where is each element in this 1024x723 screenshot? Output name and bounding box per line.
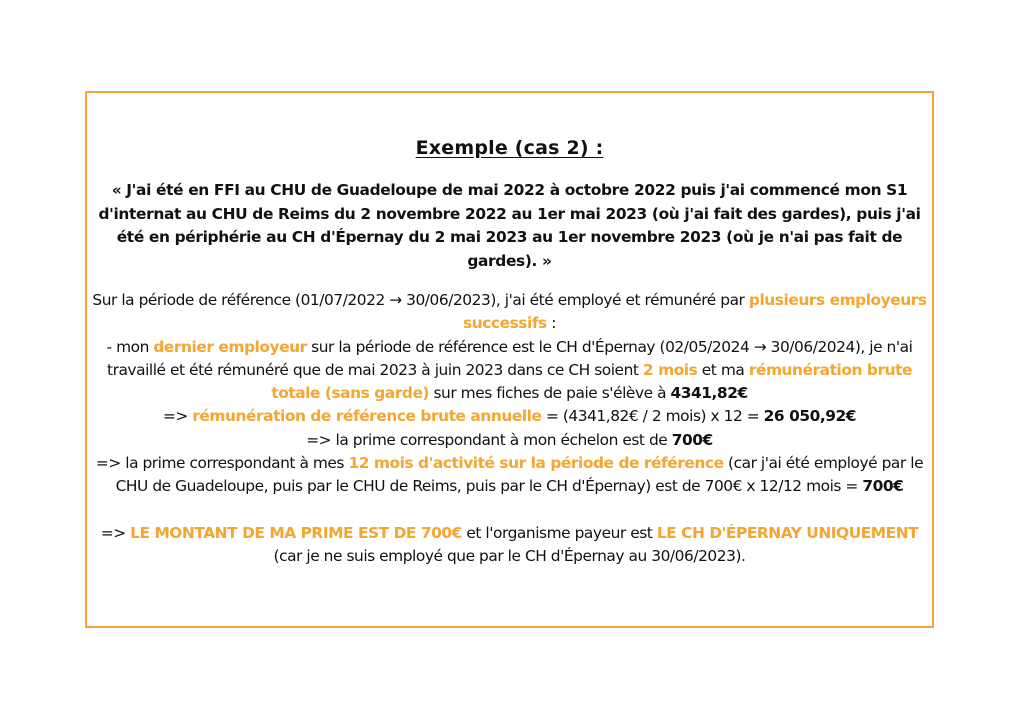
highlight-activity-months: 12 mois d'activité sur la période de référence: [348, 454, 724, 473]
echelon-bonus-amount: 700€: [671, 430, 713, 449]
text: sur la période de référence est le CH d'Épernay (02/05/2024 → 30/06/2024), je n'ai travaillé et été rémunéré que de mai 2023 à juin 2023 dans ce CH soient: [106, 337, 913, 379]
echelon-bonus-paragraph: [89, 429, 930, 452]
quote-text: « J'ai été en FFI au CHU de Guadeloupe de mai 2022 à octobre 2022 puis j'ai commencé mon S1 d'internat au CHU de Reims du 2 novembre 2022 au 1er mai 2023 (où j'ai fait des gardes), puis j'ai été en périphérie au CH d'Épernay du 2 mai 2023 au 1er novembre 2023 (où je n'ai pas fait de gardes). »: [98, 181, 921, 270]
last-employer-paragraph: [89, 336, 930, 406]
activity-bonus-paragraph: [89, 452, 930, 499]
text: - mon: [106, 337, 154, 356]
example-title: Exemple (cas 2) :: [415, 137, 604, 159]
text: => la prime correspondant à mon échelon est de: [306, 430, 672, 449]
reference-period-paragraph: [89, 289, 930, 336]
gross-total-amount: 4341,82€: [670, 384, 748, 403]
text: et ma: [697, 360, 749, 379]
highlight-multiple-employers: plusieurs employeurs successifs: [463, 291, 927, 333]
text: => la prime correspondant à mes: [95, 454, 349, 473]
highlight-bonus-amount: LE MONTANT DE MA PRIME EST DE 700€: [130, 523, 462, 542]
text: = (4341,82€ / 2 mois) x 12 =: [541, 407, 764, 426]
text: (car je ne suis employé que par le CH d'Épernay au 30/06/2023).: [273, 546, 746, 565]
annual-reference-paragraph: [89, 405, 930, 428]
text: (car j'ai été employé par le CHU de Guadeloupe, puis par le CHU de Reims, puis par le CH d'Épernay) est de 700€ x 12/12 mois =: [115, 454, 924, 496]
highlight-gross-pay: rémunération brute totale (sans garde): [271, 360, 912, 403]
text: et l'organisme payeur est: [461, 523, 657, 542]
example-box: [85, 91, 934, 628]
highlight-last-employer: dernier employeur: [153, 337, 307, 356]
text: =>: [162, 407, 193, 426]
testimony-quote: [93, 179, 926, 273]
conclusion-paragraph: [89, 522, 930, 569]
spacer: [89, 499, 930, 522]
text: sur mes fiches de paie s'élève à: [429, 384, 671, 403]
text: :: [546, 314, 556, 333]
activity-bonus-amount: 700€: [862, 477, 904, 496]
highlight-months: 2 mois: [642, 360, 698, 379]
highlight-annual-reference: rémunération de référence brute annuelle: [192, 407, 542, 426]
annual-amount: 26 050,92€: [763, 407, 857, 426]
explanation-body: [89, 289, 930, 568]
text: =>: [100, 523, 131, 542]
highlight-paying-body: LE CH D'ÉPERNAY UNIQUEMENT: [656, 523, 919, 542]
text: Sur la période de référence (01/07/2022 → 30/06/2023), j'ai été employé et rémunéré par: [92, 291, 749, 309]
